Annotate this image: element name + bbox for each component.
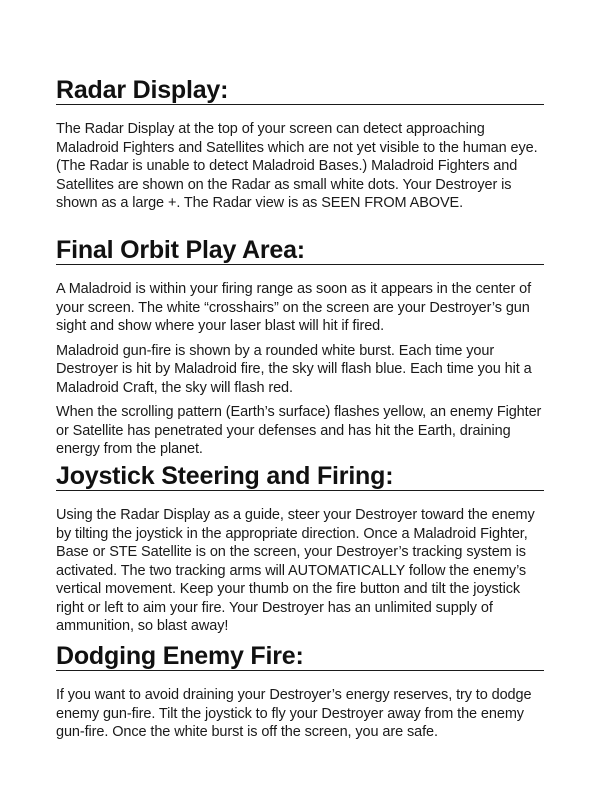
section-body (56, 686, 544, 742)
paragraph: The Radar Display at the top of your screen can detect approaching Maladroid Fighters and Satellites which are not yet visible to the human eye. (The Radar is unable to detect Maladroid Bases.) Maladroid Fighters and Satellites are shown on the Radar as small white dots. Your Destroyer is shown as a large +. The Radar view is as SEEN FROM ABOVE. (56, 121, 538, 211)
section-heading-row (56, 460, 544, 494)
paragraph: When the scrolling pattern (Earth’s surface) flashes yellow, an enemy Fighter or Satellite has penetrated your defenses and has hit the Earth, draining energy from the planet. (56, 404, 542, 457)
section-radar-display (56, 74, 544, 213)
section-heading: Joystick Steering and Firing: (56, 462, 394, 490)
section-heading-row (56, 640, 544, 674)
paragraph: If you want to avoid draining your Destroyer’s energy reserves, try to dodge enemy gun-fire. Tilt the joystick to fly your Destroyer away from the enemy gun-fire. Once the white burst is off the screen, you are safe. (56, 687, 532, 740)
paragraph: A Maladroid is within your firing range as soon as it appears in the center of your screen. The white “crosshairs” on the screen are your Destroyer’s gun sight and show where your laser blast will hit if fired. (56, 281, 531, 334)
section-body (56, 120, 544, 213)
heading-underline (56, 670, 544, 672)
section-final-orbit-play-area (56, 234, 544, 459)
paragraph: Using the Radar Display as a guide, steer your Destroyer toward the enemy by tilting the joystick in the appropriate direction. Once a Maladroid Fighter, Base or STE Satellite is on the screen, your Destroyer’s tracking system is activated. The two tracking arms will AUTOMATICALLY follow the enemy’s vertical movement. Keep your thumb on the fire button and tilt the joystick right or left to aim your fire. Your Destroyer has an unlimited supply of ammunition, so blast away! (56, 507, 535, 634)
section-body (56, 506, 544, 636)
heading-underline (56, 104, 544, 106)
section-heading-row (56, 74, 544, 108)
section-heading: Final Orbit Play Area: (56, 236, 305, 264)
section-heading: Radar Display: (56, 76, 229, 104)
section-joystick-steering-and-firing (56, 460, 544, 636)
section-heading: Dodging Enemy Fire: (56, 642, 304, 670)
paragraph: Maladroid gun-fire is shown by a rounded white burst. Each time your Destroyer is hit by Maladroid fire, the sky will flash blue. Each time you hit a Maladroid Craft, the sky will flash red. (56, 342, 532, 396)
heading-underline (56, 490, 544, 492)
section-body (56, 280, 544, 459)
section-heading-row (56, 234, 544, 268)
section-dodging-enemy-fire (56, 640, 544, 742)
heading-underline (56, 264, 544, 266)
